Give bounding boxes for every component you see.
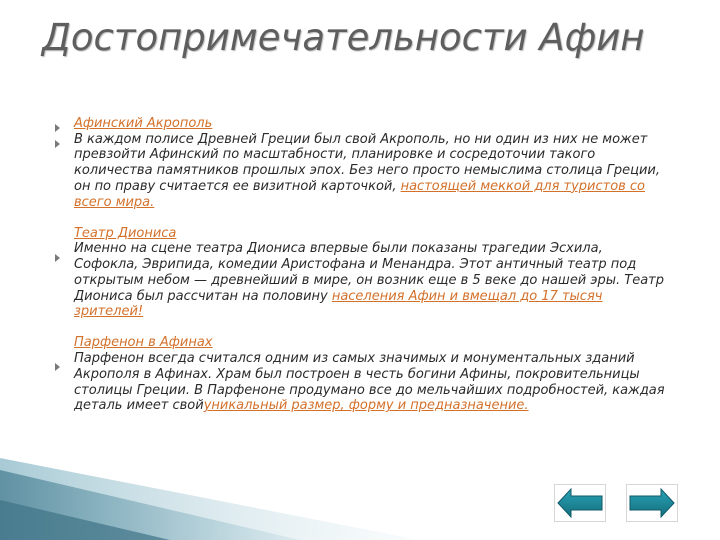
section-heading-theatre[interactable]: Театр Диониса	[74, 225, 177, 241]
slide-body	[74, 116, 668, 414]
arrow-right-icon	[627, 485, 677, 521]
slide-title: Достопримечательности Афин	[42, 16, 645, 59]
bullet-icon	[55, 140, 60, 148]
bullet-icon	[55, 254, 60, 262]
previous-slide-button[interactable]	[554, 484, 606, 522]
section-paragraph-parthenon: Парфенон всегда считался одним из самых значимых и монументальных зданий Акрополя в Афинах. Храм был построен в честь богини Афины, покровительницы столицы Греции. В Парфеноне продумано все до мельчайших подробностей, каждая деталь имеет свойуникальный размер, форму и предназначение.	[74, 351, 665, 414]
link-tourist-mecca[interactable]: настоящей меккой для туристов со всего мира.	[74, 178, 646, 210]
bullet-icon	[55, 363, 60, 371]
bullet-icon	[55, 124, 60, 132]
next-slide-button[interactable]	[626, 484, 678, 522]
link-theatre-capacity[interactable]: населения Афин и вмещал до 17 тысяч зрителей!	[74, 288, 603, 320]
section-heading-parthenon[interactable]: Парфенон в Афинах	[74, 335, 213, 351]
link-parthenon-details[interactable]: уникальный размер, форму и предназначение.	[203, 398, 529, 414]
section-heading-acropolis[interactable]: Афинский Акрополь	[74, 116, 213, 131]
corner-decoration	[0, 440, 720, 540]
section-paragraph-theatre: Именно на сцене театра Диониса впервые были показаны трагедии Эсхила, Софокла, Эврипида, комедии Аристофана и Менандра. Этот античный театр под открытым небом — древнейший в мире, он возник еще в 5 веке до нашей эры. Театр Диониса был рассчитан на половину населения Афин и вмещал до 17 тысяч зрителей!	[74, 241, 664, 320]
section-paragraph-acropolis: В каждом полисе Древней Греции был свой Акрополь, но ни один из них не может превзойти Афинский по масштабности, планировке и сосредоточии такого количества памятников прошлых эпох. Без него просто немыслима столица Греции, он по праву считается ее визитной карточкой, настоящей меккой для туристов со всего мира.	[74, 131, 661, 210]
arrow-left-icon	[555, 485, 605, 521]
